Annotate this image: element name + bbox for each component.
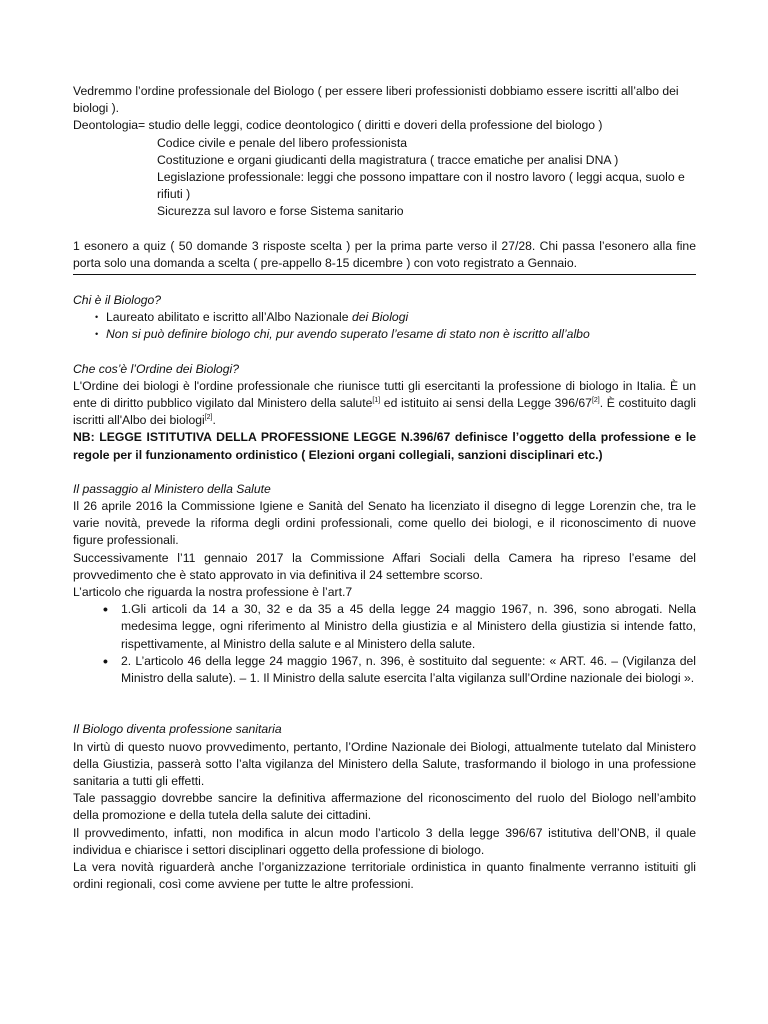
deontologia-line: Deontologia= studio delle leggi, codice deontologico ( diritti e doveri della professione del biologo ) xyxy=(73,118,603,133)
sanitaria-paragraph: In virtù di questo nuovo provvedimento, pertanto, l’Ordine Nazionale dei Biologi, attualmente tutelato dal Ministero della Giustizia, passerà sotto l’alta vigilanza del Ministero della Salute, trasformando il biologo in una professione sanitaria a tutti gli effetti. xyxy=(73,739,696,788)
topic-item: Legislazione professionale: leggi che possono impattare con il nostro lavoro ( leggi acqua, suolo e rifiuti ) xyxy=(157,170,685,202)
topic-item: Codice civile e penale del libero professionista xyxy=(157,135,407,150)
ordine-paragraph: L'Ordine dei biologi è l'ordine professionale che riunisce tutti gli esercitanti la professione di biologo in Italia. È un ente di diritto pubblico vigilato dal Ministero della salute[1] ed istituito ai sensi della Legge 396/67[2]. È costituito dagli iscritti all'Albo dei biologi[2]. xyxy=(73,378,696,428)
topic-item: Sicurezza sul lavoro e forse Sistema sanitario xyxy=(157,204,404,219)
list-item: • Laureato abilitato e iscritto all’Albo Nazionale dei Biologi xyxy=(73,309,696,326)
list-item: • Non si può definire biologo chi, pur avendo superato l’esame di stato non è iscritto all’albo xyxy=(73,326,696,343)
topic-item: Costituzione e organi giudicanti della magistratura ( tracce ematiche per analisi DNA ) xyxy=(157,152,619,167)
passaggio-paragraph: L’articolo che riguarda la nostra professione è l’art.7 xyxy=(73,585,353,600)
passaggio-paragraph: Il 26 aprile 2016 la Commissione Igiene e Sanità del Senato ha licenziato il disegno di legge Lorenzin che, tra le varie novità, prevede la riforma degli ordini professionali, come quello dei biologi, e il riconoscimento di nuove figure professionali. xyxy=(73,499,696,548)
intro-paragraph: Vedremmo l’ordine professionale del Biologo ( per essere liberi professionisti dobbiamo essere iscritti all’albo dei biologi ). xyxy=(73,84,679,116)
section-heading-ordine: Che cos’è l’Ordine dei Biologi? xyxy=(73,361,239,376)
list-item: • 2. L’articolo 46 della legge 24 maggio 1967, n. 396, è sostituito dal seguente: « ART. 46. – (Vigilanza del Ministro della salute). – 1. Il Ministro della salute esercita l’alta vigilanza sull’Ordine nazionale dei biologi ». xyxy=(73,653,696,687)
document-page xyxy=(73,83,696,893)
section-heading-sanitaria: Il Biologo diventa professione sanitaria xyxy=(73,722,282,737)
sanitaria-paragraph: Tale passaggio dovrebbe sancire la definitiva affermazione del riconoscimento del ruolo del Biologo nell’ambito della promozione e della tutela della salute dei cittadini. xyxy=(73,791,696,823)
sanitaria-paragraph: La vera novità riguarderà anche l’organizzazione territoriale ordinistica in quanto finalmente verranno istituiti gli ordini regionali, così come avviene per tutte le altre professioni. xyxy=(73,859,696,892)
footnote-ref[interactable]: [1] xyxy=(372,396,381,404)
section-heading-chi: Chi è il Biologo? xyxy=(73,293,162,308)
article-list xyxy=(73,601,696,687)
passaggio-paragraph: Successivamente l’11 gennaio 2017 la Commissione Affari Sociali della Camera ha ripreso l’esame del provvedimento che è stato approvato in via definitiva il 24 settembre scorso. xyxy=(73,550,696,582)
list-item: • 1.Gli articoli da 14 a 30, 32 e da 35 a 45 della legge 24 maggio 1967, n. 396, sono abrogati. Nella medesima legge, ogni riferimento al Ministro della giustizia e al Ministero della giustizia si intende fatto, rispettivamente, al Ministro della salute e al Ministero della salute. xyxy=(73,601,696,653)
footnote-ref[interactable]: [2] xyxy=(591,396,600,404)
exam-info: 1 esonero a quiz ( 50 domande 3 risposte scelta ) per la prima parte verso il 27/28. Chi passa l’esonero alla fine porta solo una domanda a scelta ( pre-appello 8-15 dicembre ) con voto registrato a Gennaio. xyxy=(73,238,696,270)
nb-note: NB: LEGGE ISTITUTIVA DELLA PROFESSIONE LEGGE N.396/67 definisce l’oggetto della professione e le regole per il funzionamento ordinistico ( Elezioni organi collegiali, sanzioni disciplinari etc.) xyxy=(73,430,696,462)
topics-list xyxy=(73,135,696,221)
chi-bullet-list xyxy=(73,309,696,343)
footnote-ref[interactable]: [2] xyxy=(204,414,213,422)
sanitaria-paragraph: Il provvedimento, infatti, non modifica in alcun modo l’articolo 3 della legge 396/67 istitutiva dell’ONB, il quale individua e chiarisce i settori disciplinari oggetto della professione di biologo. xyxy=(73,825,696,857)
section-heading-passaggio: Il passaggio al Ministero della Salute xyxy=(73,481,271,496)
